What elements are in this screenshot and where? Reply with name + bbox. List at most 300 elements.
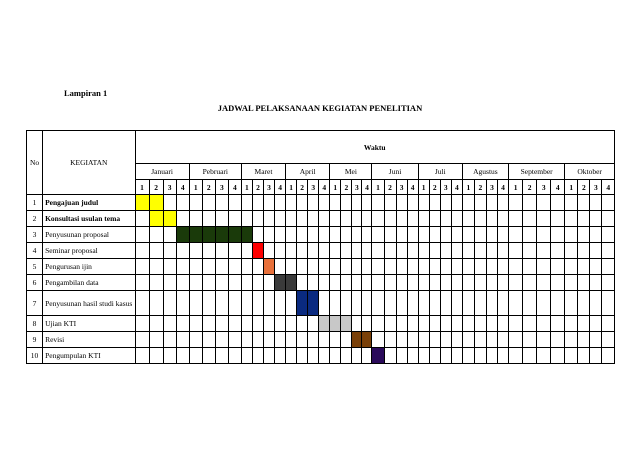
schedule-cell <box>308 243 319 259</box>
schedule-cell <box>352 348 362 364</box>
schedule-bar-cell <box>362 332 372 348</box>
week-header: 2 <box>341 180 352 195</box>
schedule-cell <box>241 195 252 211</box>
schedule-bar-cell <box>149 195 163 211</box>
schedule-cell <box>275 332 286 348</box>
schedule-cell <box>384 227 396 243</box>
schedule-cell <box>319 291 330 316</box>
schedule-cell <box>523 332 537 348</box>
schedule-cell <box>418 259 429 275</box>
schedule-cell <box>163 243 176 259</box>
schedule-cell <box>163 332 176 348</box>
schedule-cell <box>462 332 474 348</box>
schedule-cell <box>286 243 297 259</box>
week-header: 1 <box>462 180 474 195</box>
activity-no: 8 <box>27 316 43 332</box>
schedule-cell <box>462 243 474 259</box>
schedule-cell <box>578 275 590 291</box>
schedule-cell <box>578 243 590 259</box>
activity-no: 6 <box>27 275 43 291</box>
schedule-cell <box>264 243 275 259</box>
schedule-cell <box>486 195 497 211</box>
schedule-cell <box>565 227 578 243</box>
schedule-cell <box>551 259 565 275</box>
schedule-cell <box>352 291 362 316</box>
schedule-cell <box>384 348 396 364</box>
schedule-cell <box>537 243 551 259</box>
schedule-cell <box>252 259 263 275</box>
schedule-cell <box>319 211 330 227</box>
month-header: Juni <box>372 164 418 180</box>
schedule-cell <box>275 227 286 243</box>
schedule-cell <box>451 259 462 275</box>
schedule-cell <box>523 316 537 332</box>
schedule-cell <box>372 259 384 275</box>
schedule-cell <box>396 348 407 364</box>
schedule-cell <box>202 316 215 332</box>
schedule-cell <box>509 332 523 348</box>
schedule-cell <box>486 348 497 364</box>
month-header: Maret <box>241 164 285 180</box>
schedule-cell <box>241 259 252 275</box>
schedule-cell <box>352 243 362 259</box>
schedule-cell <box>319 259 330 275</box>
schedule-cell <box>297 211 308 227</box>
schedule-cell <box>149 275 163 291</box>
schedule-cell <box>523 195 537 211</box>
schedule-cell <box>189 259 202 275</box>
schedule-cell <box>451 227 462 243</box>
schedule-cell <box>176 291 189 316</box>
schedule-cell <box>308 275 319 291</box>
activity-name: Seminar proposal <box>43 243 135 259</box>
schedule-cell <box>330 275 341 291</box>
week-header: 4 <box>497 180 508 195</box>
activity-row <box>27 211 615 227</box>
schedule-cell <box>497 291 508 316</box>
schedule-cell <box>396 275 407 291</box>
schedule-cell <box>407 227 418 243</box>
schedule-cell <box>176 211 189 227</box>
schedule-bar-cell <box>372 348 384 364</box>
schedule-cell <box>297 332 308 348</box>
week-header: 3 <box>163 180 176 195</box>
month-header: Mei <box>330 164 372 180</box>
schedule-cell <box>330 195 341 211</box>
schedule-cell <box>228 348 241 364</box>
schedule-cell <box>341 291 352 316</box>
schedule-cell <box>451 291 462 316</box>
schedule-cell <box>474 291 486 316</box>
schedule-cell <box>474 332 486 348</box>
schedule-cell <box>241 211 252 227</box>
schedule-cell <box>429 243 440 259</box>
week-header: 2 <box>252 180 263 195</box>
schedule-cell <box>384 243 396 259</box>
schedule-cell <box>308 316 319 332</box>
schedule-bar-cell <box>264 259 275 275</box>
schedule-cell <box>578 316 590 332</box>
schedule-cell <box>497 316 508 332</box>
schedule-cell <box>497 211 508 227</box>
schedule-table <box>26 130 615 364</box>
schedule-cell <box>418 243 429 259</box>
schedule-cell <box>176 259 189 275</box>
document-title: JADWAL PELAKSANAAN KEGIATAN PENELITIAN <box>217 103 423 113</box>
activity-no: 3 <box>27 227 43 243</box>
schedule-cell <box>189 195 202 211</box>
schedule-cell <box>440 291 451 316</box>
week-header: 4 <box>551 180 565 195</box>
schedule-cell <box>509 348 523 364</box>
schedule-cell <box>189 275 202 291</box>
schedule-cell <box>308 195 319 211</box>
activity-no: 9 <box>27 332 43 348</box>
schedule-cell <box>523 211 537 227</box>
schedule-cell <box>297 227 308 243</box>
schedule-cell <box>135 227 149 243</box>
schedule-cell <box>135 348 149 364</box>
month-header: Juli <box>418 164 462 180</box>
schedule-cell <box>275 259 286 275</box>
schedule-cell <box>384 332 396 348</box>
schedule-cell <box>286 291 297 316</box>
week-header: 2 <box>202 180 215 195</box>
schedule-cell <box>537 195 551 211</box>
schedule-cell <box>202 332 215 348</box>
schedule-cell <box>252 195 263 211</box>
schedule-bar-cell <box>319 316 330 332</box>
schedule-cell <box>275 243 286 259</box>
schedule-cell <box>384 195 396 211</box>
schedule-cell <box>565 243 578 259</box>
schedule-cell <box>286 259 297 275</box>
activity-row <box>27 348 615 364</box>
schedule-cell <box>440 227 451 243</box>
schedule-cell <box>440 275 451 291</box>
schedule-cell <box>362 195 372 211</box>
schedule-cell <box>202 348 215 364</box>
schedule-cell <box>189 211 202 227</box>
month-header: April <box>286 164 330 180</box>
schedule-cell <box>590 332 602 348</box>
schedule-cell <box>418 291 429 316</box>
schedule-bar-cell <box>297 291 308 316</box>
schedule-cell <box>215 243 228 259</box>
header-waktu: Waktu <box>135 131 615 164</box>
week-header: 3 <box>537 180 551 195</box>
schedule-cell <box>474 275 486 291</box>
schedule-cell <box>418 195 429 211</box>
schedule-cell <box>474 348 486 364</box>
schedule-cell <box>372 243 384 259</box>
schedule-cell <box>341 348 352 364</box>
schedule-cell <box>163 227 176 243</box>
schedule-cell <box>578 332 590 348</box>
schedule-cell <box>149 227 163 243</box>
schedule-cell <box>462 259 474 275</box>
schedule-cell <box>509 243 523 259</box>
schedule-cell <box>509 195 523 211</box>
schedule-cell <box>602 227 615 243</box>
week-header: 2 <box>474 180 486 195</box>
schedule-cell <box>602 348 615 364</box>
schedule-cell <box>578 211 590 227</box>
schedule-bar-cell <box>286 275 297 291</box>
schedule-cell <box>578 348 590 364</box>
schedule-cell <box>341 259 352 275</box>
schedule-cell <box>462 291 474 316</box>
week-header: 2 <box>297 180 308 195</box>
schedule-cell <box>241 275 252 291</box>
week-header: 1 <box>509 180 523 195</box>
schedule-cell <box>440 243 451 259</box>
schedule-cell <box>462 227 474 243</box>
schedule-cell <box>362 348 372 364</box>
schedule-cell <box>330 291 341 316</box>
schedule-cell <box>264 275 275 291</box>
week-header: 4 <box>176 180 189 195</box>
schedule-cell <box>486 211 497 227</box>
schedule-cell <box>537 259 551 275</box>
header-no: No <box>27 131 43 195</box>
month-header: September <box>509 164 565 180</box>
schedule-cell <box>497 275 508 291</box>
schedule-cell <box>429 211 440 227</box>
schedule-cell <box>551 227 565 243</box>
schedule-cell <box>286 316 297 332</box>
schedule-cell <box>149 243 163 259</box>
schedule-cell <box>297 348 308 364</box>
schedule-cell <box>252 316 263 332</box>
schedule-cell <box>509 275 523 291</box>
schedule-cell <box>149 316 163 332</box>
schedule-cell <box>418 275 429 291</box>
schedule-bar-cell <box>330 316 341 332</box>
schedule-cell <box>362 211 372 227</box>
week-header: 2 <box>384 180 396 195</box>
week-header: 3 <box>590 180 602 195</box>
schedule-cell <box>429 348 440 364</box>
month-header: Pebruari <box>189 164 241 180</box>
schedule-cell <box>497 332 508 348</box>
schedule-cell <box>135 332 149 348</box>
schedule-cell <box>407 243 418 259</box>
schedule-cell <box>176 316 189 332</box>
schedule-cell <box>275 195 286 211</box>
schedule-bar-cell <box>252 243 263 259</box>
schedule-cell <box>551 332 565 348</box>
schedule-cell <box>264 348 275 364</box>
schedule-cell <box>486 243 497 259</box>
schedule-cell <box>602 243 615 259</box>
schedule-cell <box>202 243 215 259</box>
schedule-cell <box>602 316 615 332</box>
schedule-cell <box>537 291 551 316</box>
schedule-bar-cell <box>189 227 202 243</box>
schedule-cell <box>551 291 565 316</box>
schedule-cell <box>372 211 384 227</box>
schedule-cell <box>497 243 508 259</box>
schedule-cell <box>440 332 451 348</box>
schedule-cell <box>215 332 228 348</box>
schedule-cell <box>330 211 341 227</box>
schedule-cell <box>429 332 440 348</box>
schedule-cell <box>440 195 451 211</box>
schedule-cell <box>523 291 537 316</box>
schedule-cell <box>407 259 418 275</box>
schedule-cell <box>407 195 418 211</box>
activity-name: Ujian KTI <box>43 316 135 332</box>
schedule-cell <box>440 316 451 332</box>
schedule-cell <box>149 291 163 316</box>
schedule-cell <box>396 243 407 259</box>
schedule-cell <box>407 348 418 364</box>
schedule-cell <box>297 195 308 211</box>
schedule-bar-cell <box>215 227 228 243</box>
schedule-cell <box>189 291 202 316</box>
schedule-cell <box>565 195 578 211</box>
week-header: 2 <box>578 180 590 195</box>
schedule-cell <box>429 227 440 243</box>
schedule-cell <box>396 195 407 211</box>
schedule-cell <box>352 316 362 332</box>
schedule-cell <box>176 332 189 348</box>
schedule-cell <box>565 275 578 291</box>
schedule-cell <box>163 316 176 332</box>
schedule-cell <box>372 275 384 291</box>
schedule-cell <box>341 227 352 243</box>
schedule-cell <box>149 348 163 364</box>
schedule-cell <box>384 291 396 316</box>
schedule-cell <box>163 195 176 211</box>
schedule-cell <box>275 291 286 316</box>
schedule-cell <box>565 332 578 348</box>
schedule-cell <box>429 195 440 211</box>
schedule-cell <box>319 275 330 291</box>
schedule-cell <box>602 259 615 275</box>
schedule-cell <box>228 243 241 259</box>
schedule-bar-cell <box>228 227 241 243</box>
schedule-cell <box>330 227 341 243</box>
week-header: 1 <box>135 180 149 195</box>
schedule-cell <box>352 275 362 291</box>
activity-row <box>27 291 615 316</box>
schedule-bar-cell <box>149 211 163 227</box>
week-header: 1 <box>372 180 384 195</box>
schedule-cell <box>308 259 319 275</box>
schedule-cell <box>451 195 462 211</box>
header-kegiatan: KEGIATAN <box>43 131 135 195</box>
schedule-cell <box>602 291 615 316</box>
schedule-cell <box>451 316 462 332</box>
week-header: 4 <box>228 180 241 195</box>
schedule-cell <box>384 211 396 227</box>
schedule-cell <box>590 195 602 211</box>
schedule-cell <box>590 275 602 291</box>
schedule-cell <box>264 316 275 332</box>
week-header: 4 <box>275 180 286 195</box>
schedule-cell <box>319 348 330 364</box>
schedule-cell <box>590 227 602 243</box>
activity-name: Pengurusan ijin <box>43 259 135 275</box>
activity-name: Penyusunan hasil studi kasus <box>43 291 135 316</box>
schedule-bar-cell <box>176 227 189 243</box>
schedule-cell <box>362 259 372 275</box>
schedule-cell <box>590 348 602 364</box>
schedule-cell <box>286 332 297 348</box>
schedule-cell <box>252 227 263 243</box>
schedule-cell <box>486 291 497 316</box>
schedule-cell <box>352 211 362 227</box>
schedule-cell <box>252 275 263 291</box>
activity-no: 5 <box>27 259 43 275</box>
activity-row <box>27 243 615 259</box>
schedule-cell <box>264 227 275 243</box>
schedule-cell <box>418 332 429 348</box>
month-header: Januari <box>135 164 189 180</box>
schedule-cell <box>451 332 462 348</box>
schedule-cell <box>372 195 384 211</box>
schedule-cell <box>372 316 384 332</box>
schedule-cell <box>297 316 308 332</box>
schedule-cell <box>341 211 352 227</box>
schedule-cell <box>330 332 341 348</box>
schedule-cell <box>202 195 215 211</box>
schedule-cell <box>135 211 149 227</box>
schedule-cell <box>486 275 497 291</box>
schedule-cell <box>362 243 372 259</box>
schedule-cell <box>362 227 372 243</box>
schedule-cell <box>297 275 308 291</box>
activity-row <box>27 195 615 211</box>
schedule-cell <box>362 316 372 332</box>
schedule-cell <box>372 332 384 348</box>
schedule-cell <box>509 291 523 316</box>
schedule-cell <box>135 291 149 316</box>
week-header: 3 <box>486 180 497 195</box>
schedule-cell <box>384 316 396 332</box>
schedule-cell <box>176 348 189 364</box>
schedule-cell <box>384 275 396 291</box>
schedule-cell <box>189 332 202 348</box>
schedule-cell <box>341 195 352 211</box>
schedule-cell <box>384 259 396 275</box>
schedule-cell <box>286 348 297 364</box>
schedule-cell <box>228 195 241 211</box>
activity-no: 10 <box>27 348 43 364</box>
schedule-cell <box>523 275 537 291</box>
schedule-cell <box>135 275 149 291</box>
schedule-cell <box>486 316 497 332</box>
schedule-cell <box>451 348 462 364</box>
schedule-cell <box>228 332 241 348</box>
schedule-cell <box>297 243 308 259</box>
schedule-bar-cell <box>202 227 215 243</box>
week-header: 1 <box>241 180 252 195</box>
schedule-cell <box>565 348 578 364</box>
schedule-cell <box>407 291 418 316</box>
schedule-cell <box>551 348 565 364</box>
schedule-cell <box>330 259 341 275</box>
activity-name: Pengumpulan KTI <box>43 348 135 364</box>
schedule-cell <box>135 259 149 275</box>
week-header: 3 <box>264 180 275 195</box>
schedule-cell <box>497 227 508 243</box>
schedule-cell <box>189 348 202 364</box>
week-header: 4 <box>362 180 372 195</box>
schedule-cell <box>590 259 602 275</box>
